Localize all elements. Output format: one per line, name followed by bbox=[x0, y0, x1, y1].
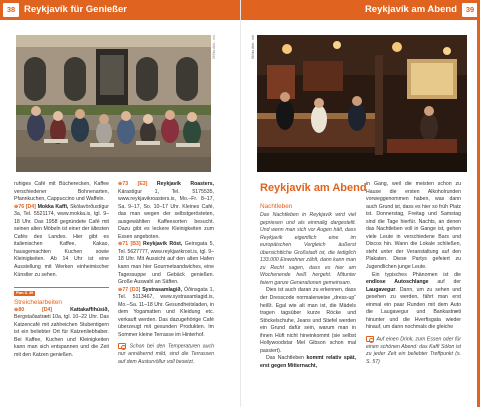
entry-name: Mokka Kaffi, bbox=[37, 203, 69, 210]
camera-icon bbox=[366, 336, 374, 342]
entry-name: Kattakaffihúsið, bbox=[70, 306, 109, 313]
map-reference-tag: Plan S. 39 bbox=[16, 291, 33, 296]
photo-tip bbox=[118, 343, 214, 366]
left-column-2 bbox=[118, 181, 214, 367]
left-page-header-title: Reykjavík für Genießer bbox=[24, 4, 127, 15]
right-page-header-title: Reykjavík am Abend bbox=[364, 4, 457, 15]
entry-name: Systrasamlagið, bbox=[142, 286, 182, 293]
subsection-title: Nachtleben bbox=[260, 203, 293, 210]
section-title: Streichelarbeiten bbox=[14, 298, 62, 306]
car-queue-text bbox=[366, 272, 461, 332]
right-page-header bbox=[241, 0, 480, 20]
right-photo-credit: 064ks Abb.: mb bbox=[251, 35, 255, 60]
cafe-entry-rost bbox=[118, 241, 214, 286]
bar-interior-photo bbox=[257, 35, 467, 172]
timing-prefix: Das Nachtleben bbox=[266, 355, 304, 362]
right-column-2 bbox=[366, 181, 461, 367]
street-name: Laugavegur bbox=[366, 286, 396, 293]
nightlife-continued: in Gang, weil die meisten schon zu Hause die ersten Alkoholrunden vorweggenommen haben, was dann auch Grund ist, dass es hier so früh Platz ist. Donnerstag, Freitag und Samstag sind die Tage hierfür. Nachts, an denen das Nachtleben voll in Gange ist, gehen viele Leute in verschiedene Bars und Discos hin. Wann die Lokale schließen, steht unter der Veranstaltung auf den Plakaten. Diese Partys gefeiert zu Jugendlichen junge Leute. bbox=[366, 181, 461, 271]
left-column-1 bbox=[14, 181, 109, 359]
cafe-intro-text: ruhiges Café mit Bücherecken, Kaffee verschiedener Bohnenarten, Pfannkuchen, Cappuccino und Waffeln. bbox=[14, 181, 109, 203]
cafe-entry-systra bbox=[118, 287, 214, 340]
car-queue-rest: . Dann, um zu sehen und gesehen zu werden, fährt man erst einmal ein paar Runden mit dem Auto die Laugavegur und Bankastræti hinunter und die Hverfisgata wieder hinauf, um dann nochmals die gleiche bbox=[366, 286, 461, 331]
car-queue-bold: endlose Autoschlange bbox=[366, 279, 429, 286]
entry-name: Reykjavík Roasters, bbox=[156, 181, 214, 187]
nightlife-intro: Das Nachtleben in Reykjavík wird viel gepriesen und als einmalig dargestellt. Und wenn man sich vor Augen hält, dass Reykjavík eigentlich eine im europäischen Vergleich äußerst übersichtliche Großstadt ist, die lediglich 133.000 Einwohner zählt, dann kann man zu Recht sagen, dass es hier am Wochenende heiß hergeht. Mitunter feiern ganze Generationen gemeinsam. bbox=[260, 212, 356, 286]
entry-marker: ⊕77 [D3] bbox=[118, 286, 141, 293]
entry-text: Kárastígur 1, Tel. 5175535, www.reykjavikroasters.is, Mo.–Fr. 8–17, Sa. 9–17, So. 10–17 Uhr. Kleines Café, das man wegen der selbstgerösteten, ausgewählten Kaffeesorten besucht. Dazu gibt es leckere Kleinigkeiten zum Essen angeboten. bbox=[118, 188, 214, 240]
cafe-entry-roasters bbox=[118, 181, 214, 241]
left-page-number: 38 bbox=[3, 3, 19, 17]
photo-tip-text: Schon bei den Temperaturen auch nur annähernd mild, sind die Terrassen auf dem Austurvöllur voll besetzt. bbox=[118, 343, 214, 365]
photo-tip bbox=[366, 336, 461, 367]
entry-text: Bergstaðastræti 10a, tgl. 10–22 Uhr. Das Katzencafé mit zahlreichen Stubentigern ist ein beliebter Ort für Katzenliebhaber. Bei Kaffee, Kuchen und Kleinigkeiten kann man sich entspannen und die Zeit mit den Katzen genießen. bbox=[14, 314, 109, 358]
timing-bold: kommt relativ spät, erst gegen Mitternacht, bbox=[260, 355, 356, 369]
section-heading bbox=[14, 287, 109, 307]
entry-marker: ⊕73 [E3] bbox=[118, 181, 148, 187]
entry-text: Óðinsgata 1, Tel. 5113467, www.systrasamlagid.is, Mo.–Sa. 11–18 Uhr. Gesundheitsladen, in dem Yogamatten und Kleidung etc. verkauft werden. Das dazugehörige Café überzeugt mit gesunden Produkten. Im Sommer kleine Terrasse im Hinterhof. bbox=[118, 286, 214, 338]
camera-icon bbox=[118, 343, 126, 349]
right-page bbox=[240, 0, 480, 407]
cafe-entry-katta bbox=[14, 307, 109, 360]
cafe-terrace-photo bbox=[16, 35, 211, 172]
cafe-entry-mokka bbox=[14, 204, 109, 279]
nightlife-dresscode: Dies ist auch daran zu erkennen, dass der Dresscode normalerweise „dress-up“ heißt. Egal wie alt man ist, die Mädels tragen tagsüber kurze Röcke und Stöckelschuhe, Jeans und Stiefel werden ein Grund dafür sein, warum man in ihnen Hüft nicht hineinkommt (sie selbst Hollywoodstar Mel Gibson schon mal passiert). bbox=[260, 287, 356, 354]
entry-marker: ⊕76 [D4] bbox=[14, 203, 36, 210]
car-queue-mid: auf der bbox=[437, 279, 461, 286]
car-queue-prefix: Ein typisches Phänomen ist die bbox=[372, 271, 461, 278]
left-photo-credit: 069ks Abb.: mb bbox=[212, 35, 216, 60]
left-page-header bbox=[0, 0, 240, 20]
entry-text: Geirsgata 5, Tel. 5627777, www.reykjavikrost.is, tgl. 9–18 Uhr. Mit Aussicht auf den alten Hafen kann man hier Gourmetsandwiches, eine Tagessuppe und Gebäck genießen. Große Auswahl an Säften. bbox=[118, 241, 215, 286]
right-column-1 bbox=[260, 181, 356, 370]
chapter-title: Reykjavík am Abend bbox=[260, 182, 367, 194]
entry-name: Reykjavík Röst, bbox=[143, 241, 183, 248]
nightlife-timing bbox=[260, 355, 356, 370]
right-page-number: 39 bbox=[462, 3, 478, 17]
entry-marker: ⊕71 [B3] bbox=[118, 241, 141, 248]
entry-marker: ⊕80 [D4] bbox=[14, 306, 53, 313]
entry-text: Skólavörðustígur 3a, Tel. 5521174, www.mokka.is, tgl. 9–18 Uhr. Das 1958 gegründete Café mit seinen alten Möbeln ist einer der ältesten Cafés des Landes. Hier gibt es italienischen Kaffee, Kakao, hausgemachten Kuchen sowie Kleinigkeiten. Ab 14 Uhr ist eine Ausstellung mit Werken einheimischer Künstler zu sehen. bbox=[14, 203, 109, 278]
photo-tip-text: Auf einen Drink, zum Essen oder für einen schönen Abend: das Kaffi Sólon ist zu jeder Zeit ein beliebter Treffpunkt (s. S. 57) bbox=[366, 336, 461, 365]
